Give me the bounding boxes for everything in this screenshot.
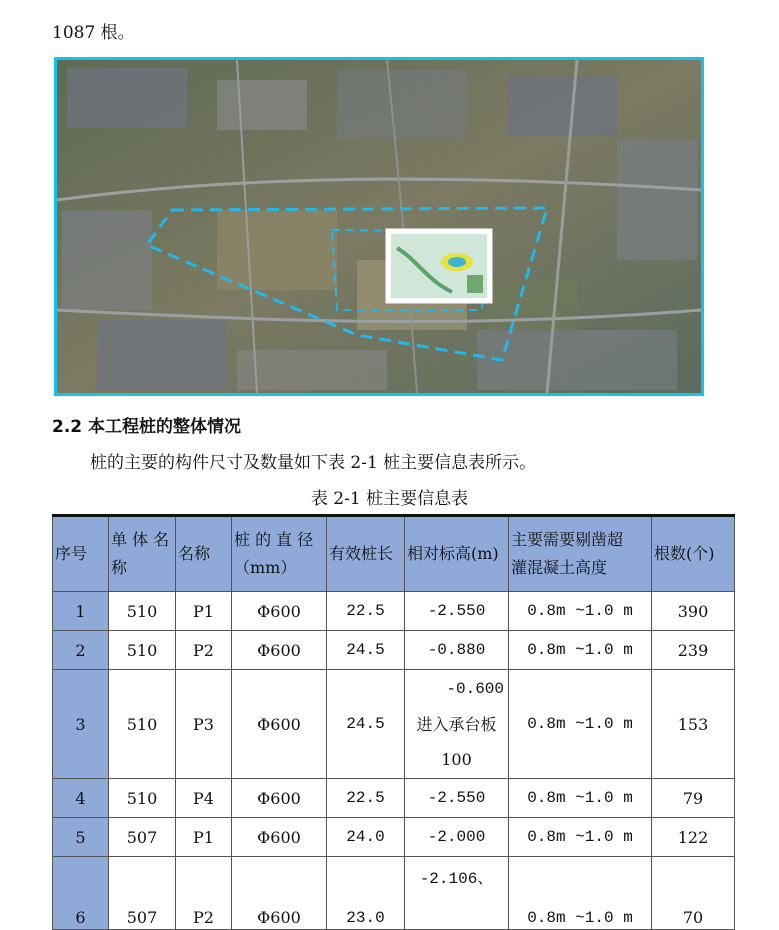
table-header-row [53,516,735,592]
header-diameter [232,516,327,592]
body-paragraph: 桩的主要的构件尺寸及数量如下表 2-1 桩主要信息表所示。 [90,453,537,473]
cell-count: 122 [652,818,735,857]
table-row [53,631,735,670]
cell-elevation: -2.000 [405,818,509,857]
cell-length: 23.0 [327,857,405,930]
cell-name: P2 [176,631,232,670]
cell-elevation: -2.550 [405,779,509,818]
elevation-line1: -0.600 [446,679,504,698]
cell-count: 79 [652,779,735,818]
header-count: 根数(个) [652,516,735,592]
table-row [53,670,735,779]
elevation-line2: 进入承台板 [416,714,497,734]
cell-count: 153 [652,670,735,779]
cell-name: P2 [176,857,232,930]
cell-unit: 510 [109,779,176,818]
header-diameter-line1: 桩 的 直 径 [234,530,314,549]
cell-elevation: -2.106、 [405,857,509,930]
table-caption: 表 2-1 桩主要信息表 [310,489,469,509]
cell-elevation: -2.550 [405,592,509,631]
satellite-map-image [57,60,701,393]
cell-index: 3 [53,670,109,779]
cell-chisel: 0.8m ~1.0 m [509,631,652,670]
cell-length: 24.5 [327,631,405,670]
cell-count: 239 [652,631,735,670]
cell-index: 2 [53,631,109,670]
cell-chisel: 0.8m ~1.0 m [509,779,652,818]
header-diameter-line2: （mm） [234,558,297,577]
cell-index: 4 [53,779,109,818]
header-name: 名称 [176,516,232,592]
table-row [53,818,735,857]
cell-unit: 510 [109,592,176,631]
header-unit-name-line2: 称 [111,558,128,577]
cell-diameter: Φ600 [232,631,327,670]
cell-diameter: Φ600 [232,779,327,818]
section-heading: 2.2 本工程桩的整体情况 [52,417,242,437]
header-index: 序号 [53,516,109,592]
cell-chisel: 0.8m ~1.0 m [509,592,652,631]
intro-line: 1087 根。 [52,23,135,43]
cell-unit: 507 [109,857,176,930]
elevation-line3: 100 [441,749,472,769]
cell-diameter: Φ600 [232,818,327,857]
cell-name: P1 [176,592,232,631]
pile-info-table [52,514,735,930]
cell-unit: 510 [109,670,176,779]
header-elevation: 相对标高(m) [405,516,509,592]
cell-name: P1 [176,818,232,857]
table-row [53,779,735,818]
cell-chisel: 0.8m ~1.0 m [509,670,652,779]
cell-index: 6 [53,857,109,930]
table-row [53,857,735,930]
cell-index: 1 [53,592,109,631]
header-chisel-line2: 灌混凝土高度 [511,558,608,577]
cell-diameter: Φ600 [232,857,327,930]
site-satellite-map [54,57,704,396]
cell-diameter: Φ600 [232,592,327,631]
cell-elevation: -0.880 [405,631,509,670]
cell-length: 24.0 [327,818,405,857]
table-row [53,592,735,631]
cell-length: 24.5 [327,670,405,779]
header-unit-name [109,516,176,592]
header-chisel-height [509,516,652,592]
header-unit-name-line1: 单 体 名 [111,530,170,549]
header-length: 有效桩长 [327,516,405,592]
cell-elevation [405,670,509,779]
cell-length: 22.5 [327,779,405,818]
cell-chisel: 0.8m ~1.0 m [509,818,652,857]
header-chisel-line1: 主要需要剔凿超 [511,530,624,549]
cell-chisel: 0.8m ~1.0 m [509,857,652,930]
cell-count: 390 [652,592,735,631]
cell-count: 70 [652,857,735,930]
cell-index: 5 [53,818,109,857]
cell-name: P3 [176,670,232,779]
cell-unit: 507 [109,818,176,857]
cell-diameter: Φ600 [232,670,327,779]
cell-unit: 510 [109,631,176,670]
cell-name: P4 [176,779,232,818]
cell-length: 22.5 [327,592,405,631]
